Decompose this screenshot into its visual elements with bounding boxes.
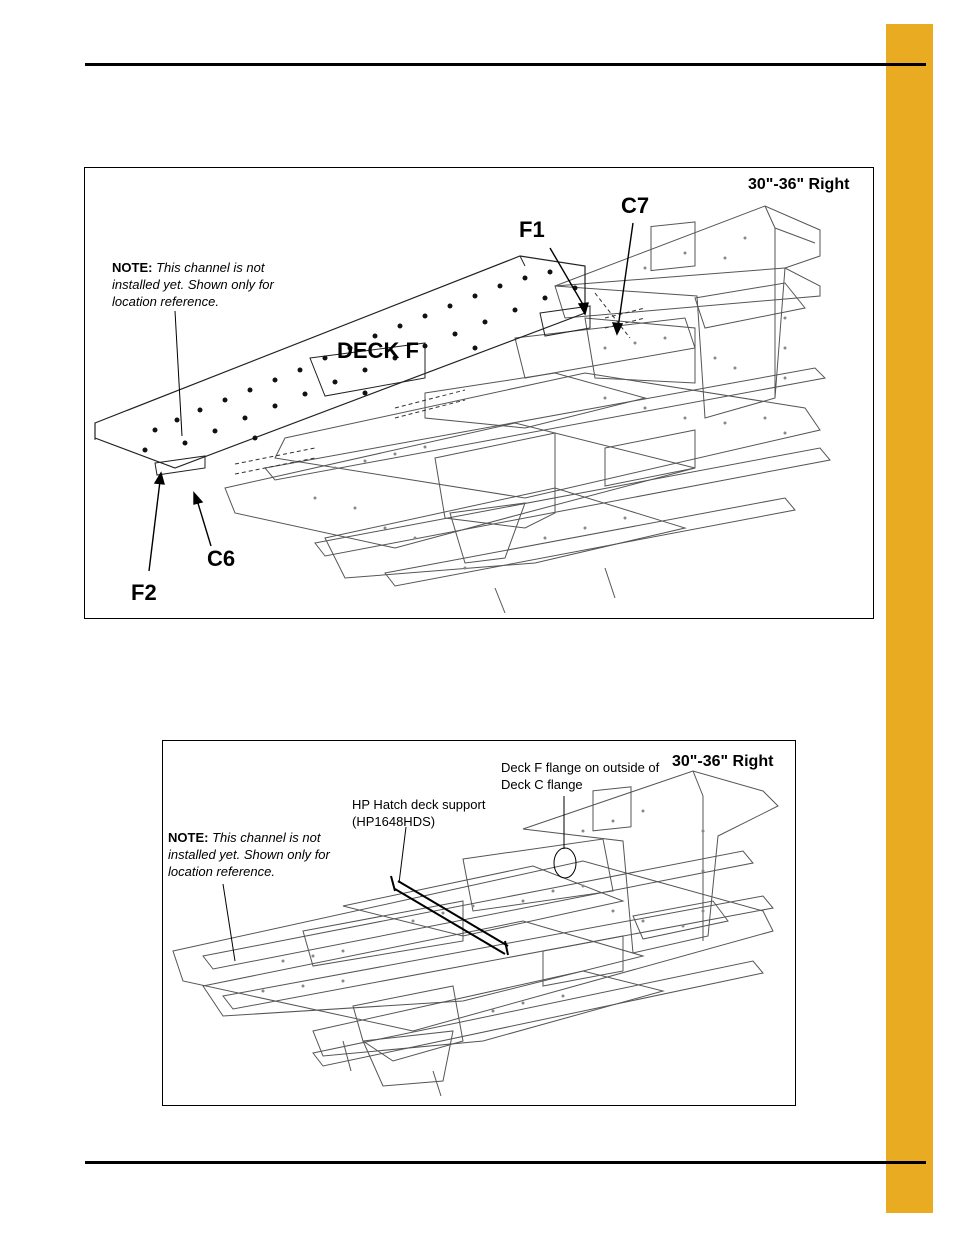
figure-1 bbox=[84, 167, 874, 619]
header-rule bbox=[85, 63, 926, 66]
callout-c6: C6 bbox=[207, 546, 236, 571]
note-text: This channel is not installed yet. Shown only for location reference. bbox=[168, 830, 330, 879]
figure-2-note bbox=[168, 829, 343, 880]
footer-rule bbox=[85, 1161, 926, 1164]
chapter-tab bbox=[886, 24, 933, 1213]
callout-f2: F2 bbox=[131, 580, 157, 605]
callout-c7: C7 bbox=[621, 193, 650, 218]
note-text: This channel is not installed yet. Shown only for location reference. bbox=[112, 260, 274, 309]
flange-label: Deck F flange on outside of Deck C flange bbox=[501, 760, 660, 792]
hatch-support-label: HP Hatch deck support (HP1648HDS) bbox=[352, 797, 486, 829]
callout-f1: F1 bbox=[519, 217, 545, 242]
figure-1-drawing bbox=[85, 168, 873, 618]
figure-1-title: 30"-36" Right bbox=[748, 176, 850, 193]
note-label: NOTE: bbox=[168, 830, 209, 845]
figure-1-note bbox=[112, 259, 297, 310]
figure-2 bbox=[162, 740, 796, 1106]
callout-deck-f: DECK F bbox=[337, 338, 419, 363]
figure-2-title: 30"-36" Right bbox=[672, 753, 774, 770]
note-label: NOTE: bbox=[112, 260, 153, 275]
